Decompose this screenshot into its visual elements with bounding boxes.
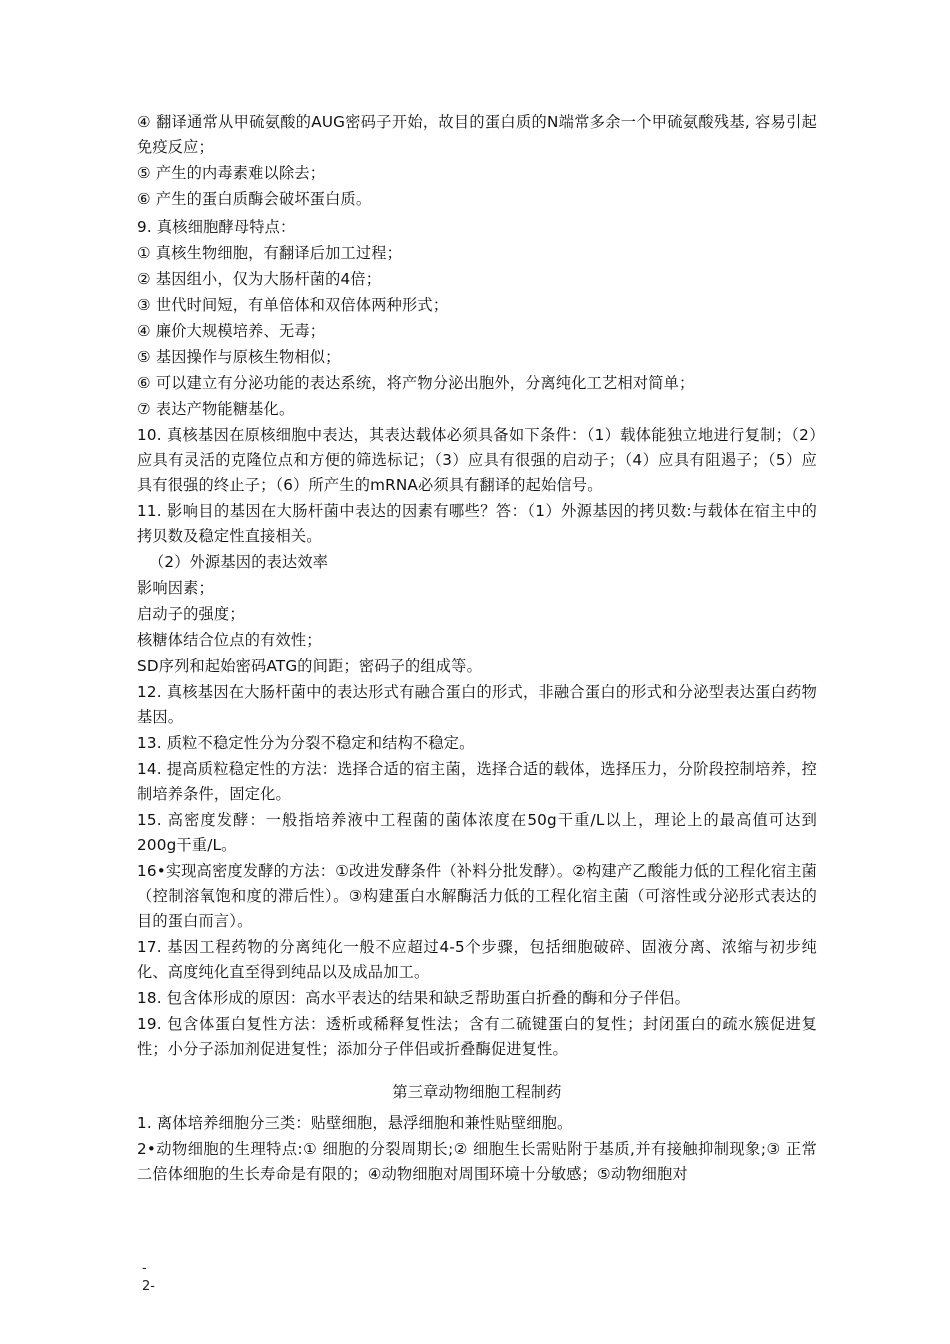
paragraph: ⑤ 基因操作与原核生物相似；	[137, 348, 341, 366]
paragraph: ⑥ 产生的蛋白质酶会破坏蛋白质。	[137, 190, 372, 208]
paragraph: ④ 翻译通常从甲硫氨酸的AUG密码子开始，故目的蛋白质的N端常多余一个甲硫氨酸残基, 容易引起免疫反应；	[137, 113, 817, 156]
section-item-15: 15. 高密度发酵：一般指培养液中工程菌的菌体浓度在50g干重/L以上，理论上的最高值可达到200g干重/L。	[137, 811, 817, 854]
paragraph: ⑥ 可以建立有分泌功能的表达系统，将产物分泌出胞外，分离纯化工艺相对简单；	[137, 374, 695, 392]
chapter-item-1: 1. 离体培养细胞分三类：贴壁细胞，悬浮细胞和兼性贴壁细胞。	[137, 1114, 573, 1132]
footer-dash: -	[142, 1261, 147, 1276]
paragraph: ② 基因组小，仅为大肠杆菌的4倍；	[137, 270, 382, 288]
paragraph: ④ 廉价大规模培养、无毒；	[137, 322, 326, 340]
section-item-10: 10. 真核基因在原核细胞中表达，其表达载体必须具备如下条件：（1）载体能独立地进行复制；（2）应具有灵活的克隆位点和方便的筛选标记；（3）应具有很强的启动子；（4）应具有阻遏子；（5）应具有很强的终止子；（6）所产生的mRNA必须具有翻译的起始信号。	[137, 426, 817, 494]
paragraph: ⑦ 表达产物能糖基化。	[137, 400, 295, 418]
page-footer	[142, 1260, 155, 1296]
section-item-9: 9. 真核细胞酵母特点：	[137, 218, 296, 236]
paragraph: 核糖体结合位点的有效性；	[137, 631, 322, 649]
section-item-12: 12. 真核基因在大肠杆菌中的表达形式有融合蛋白的形式，非融合蛋白的形式和分泌型表达蛋白药物基因。	[137, 683, 817, 726]
paragraph: （2）外源基因的表达效率	[149, 553, 329, 571]
chapter-heading: 第三章动物细胞工程制药	[392, 1083, 562, 1101]
paragraph: ① 真核生物细胞，有翻译后加工过程；	[137, 244, 403, 262]
section-item-13: 13. 质粒不稳定性分为分裂不稳定和结构不稳定。	[137, 734, 475, 752]
section-item-18: 18. 包含体形成的原因：高水平表达的结果和缺乏帮助蛋白折叠的酶和分子伴侣。	[137, 989, 690, 1007]
paragraph: ⑤ 产生的内毒素难以除去；	[137, 164, 326, 182]
section-item-17: 17. 基因工程药物的分离纯化一般不应超过4-5个步骤，包括细胞破碎、固液分离、浓缩与初步纯化、高度纯化直至得到纯品以及成品加工。	[137, 938, 817, 981]
chapter-item-2: 2•动物细胞的生理特点:① 细胞的分裂周期长;② 细胞生长需贴附于基质,并有接触抑制现象;③ 正常二倍体细胞的生长寿命是有限的；④动物细胞对周围环境十分敏感；⑤动物细胞对	[137, 1140, 817, 1183]
paragraph: SD序列和起始密码ATG的间距；密码子的组成等。	[137, 657, 482, 675]
document-body	[137, 110, 817, 1188]
section-item-14: 14. 提高质粒稳定性的方法：选择合适的宿主菌，选择合适的载体，选择压力，分阶段控制培养，控制培养条件，固定化。	[137, 760, 817, 803]
paragraph: 影响因素；	[137, 579, 214, 597]
paragraph: ③ 世代时间短，有单倍体和双倍体两种形式；	[137, 296, 449, 314]
section-item-16: 16•实现高密度发酵的方法：①改进发酵条件（补料分批发酵）。②构建产乙酸能力低的工程化宿主菌（控制溶氧饱和度的滞后性）。③构建蛋白水解酶活力低的工程化宿主菌（可溶性或分泌形式表达的目的蛋白而言）。	[137, 862, 817, 930]
section-item-19: 19. 包含体蛋白复性方法：透析或稀释复性法；含有二硫键蛋白的复性；封闭蛋白的疏水簇促进复性；小分子添加剂促进复性；添加分子伴侣或折叠酶促进复性。	[137, 1015, 817, 1058]
section-item-11: 11. 影响目的基因在大肠杆菌中表达的因素有哪些？答：（1）外源基因的拷贝数:与载体在宿主中的拷贝数及稳定性直接相关。	[137, 502, 817, 545]
page-number: 2-	[142, 1279, 155, 1294]
paragraph: 启动子的强度；	[137, 605, 245, 623]
